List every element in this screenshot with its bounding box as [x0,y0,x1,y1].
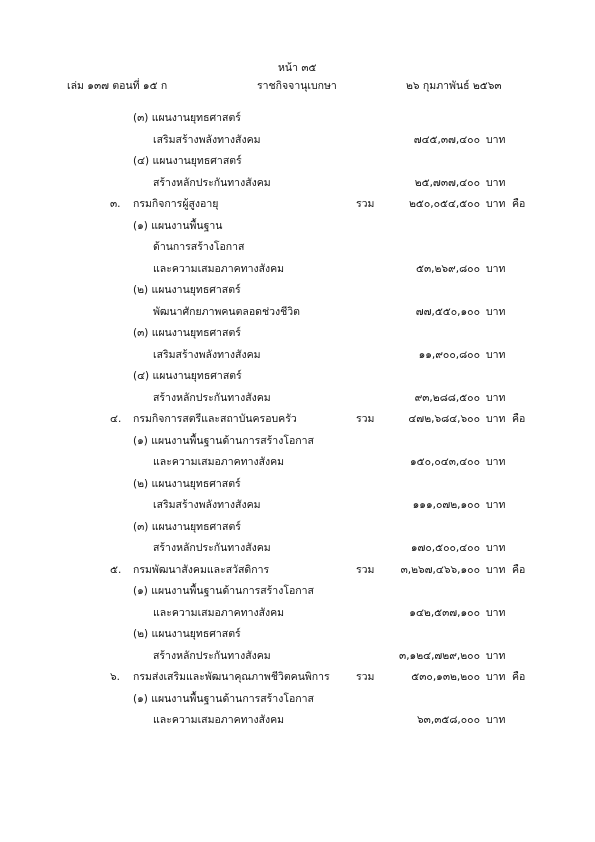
plan-amount-row [0,646,595,666]
department-row [0,667,595,687]
currency-unit: บาท [486,606,506,619]
currency-unit: บาท [486,413,506,425]
plan-amount-row [0,538,595,558]
currency-unit: บาท [486,391,506,404]
plan-amount-row [0,173,595,193]
plan-heading-row [0,216,595,236]
plan-heading-row [0,108,595,128]
amount: ๑๕๐,๐๔๓,๔๐๐ [410,456,480,468]
plan-text: สร้างหลักประกันทางสังคม [153,649,271,662]
plan-text: และความเสมอภาคทางสังคม [153,606,285,619]
currency-unit: บาท [486,671,506,683]
plan-heading: (๔) แผนงานยุทธศาสตร์ [133,370,242,382]
amount: ๓,๒๖๗,๔๖๖,๑๐๐ [400,563,480,576]
currency-unit: บาท [486,176,506,189]
currency-unit: บาท [486,198,506,210]
amount: ๒๕๐,๐๕๔,๕๐๐ [408,198,480,210]
plan-text: ด้านการสร้างโอกาส [153,241,245,253]
department-name: กรมพัฒนาสังคมและสวัสดิการ [133,563,270,576]
plan-heading: (๒) แผนงานยุทธศาสตร์ [133,284,241,296]
currency-unit: บาท [486,456,506,468]
plan-heading-row [0,689,595,709]
total-label: รวม [356,413,375,425]
volume-info: เล่ม ๑๓๗ ตอนที่ ๑๕ ก [67,80,168,92]
amount: ๙๓,๒๘๘,๕๐๐ [414,391,480,404]
plan-amount-row [0,388,595,408]
plan-heading: (๑) แผนงานพื้นฐาน [133,219,223,232]
plan-text: เสริมสร้างพลังทางสังคม [153,348,261,361]
plan-amount-row [0,259,595,279]
suffix-label: คือ [512,198,526,210]
department-name: กรมกิจการผู้สูงอายุ [133,198,219,210]
amount: ๑๔๒,๕๓๗,๑๐๐ [409,606,480,619]
suffix-label: คือ [512,413,526,425]
plan-text: พัฒนาศักยภาพคนตลอดช่วงชีวิต [153,305,300,318]
plan-heading: (๔) แผนงานยุทธศาสตร์ [133,155,242,167]
department-number: ๔. [110,413,122,425]
department-number: ๖. [110,671,121,683]
currency-unit: บาท [486,305,506,318]
plan-heading-row [0,280,595,300]
department-name: กรมกิจการสตรีและสถาบันครอบครัว [133,413,297,425]
plan-amount-row [0,710,595,730]
plan-heading-row [0,581,595,601]
plan-heading-row [0,624,595,644]
total-label: รวม [356,563,375,576]
plan-amount-row [0,345,595,365]
plan-text: สร้างหลักประกันทางสังคม [153,542,271,554]
plan-amount-row [0,130,595,150]
currency-unit: บาท [486,499,506,511]
suffix-label: คือ [512,563,526,576]
publication-name: ราชกิจจานุเบกษา [257,80,337,92]
amount: ๔๗๒,๖๘๔,๖๐๐ [408,413,480,425]
plan-heading: (๒) แผนงานยุทธศาสตร์ [133,628,241,640]
plan-heading-row [0,366,595,386]
plan-text: และความเสมอภาคทางสังคม [153,456,285,468]
plan-heading: (๑) แผนงานพื้นฐานด้านการสร้างโอกาส [133,585,314,597]
currency-unit: บาท [486,714,506,726]
plan-heading: (๑) แผนงานพื้นฐานด้านการสร้างโอกาส [133,434,314,447]
amount: ๑๑๑,๐๗๒,๑๐๐ [412,499,480,511]
currency-unit: บาท [486,563,506,576]
plan-heading-row [0,431,595,451]
currency-unit: บาท [486,542,506,554]
department-name: กรมส่งเสริมและพัฒนาคุณภาพชีวิตคนพิการ [133,671,330,683]
page-number: หน้า ๓๕ [278,62,317,74]
amount: ๑๑,๙๐๐,๘๐๐ [418,348,480,361]
amount: ๑๗๐,๕๐๐,๔๐๐ [410,542,480,554]
currency-unit: บาท [486,133,506,146]
plan-heading: (๓) แผนงานยุทธศาสตร์ [133,112,241,124]
amount: ๗๗,๕๕๐,๑๐๐ [415,305,480,318]
plan-amount-row [0,495,595,515]
amount: ๕๓๐,๑๓๒,๒๐๐ [411,671,480,683]
plan-text: สร้างหลักประกันทางสังคม [153,391,271,404]
amount: ๗๔๕,๓๗,๔๐๐ [413,133,480,146]
plan-amount-row [0,603,595,623]
plan-continuation-row [0,237,595,257]
suffix-label: คือ [512,671,526,683]
currency-unit: บาท [486,262,506,275]
plan-text: เสริมสร้างพลังทางสังคม [153,133,261,146]
amount: ๕๓,๒๖๙,๘๐๐ [416,262,480,275]
plan-text: เสริมสร้างพลังทางสังคม [153,499,261,511]
plan-amount-row [0,452,595,472]
plan-heading: (๑) แผนงานพื้นฐานด้านการสร้างโอกาส [133,692,314,705]
department-row [0,560,595,580]
currency-unit: บาท [486,649,506,662]
plan-heading: (๓) แผนงานยุทธศาสตร์ [133,327,241,339]
plan-heading-row [0,517,595,537]
total-label: รวม [356,671,375,683]
plan-heading-row [0,323,595,343]
amount: ๓,๑๒๔,๗๒๙,๒๐๐ [399,649,480,662]
currency-unit: บาท [486,348,506,361]
department-number: ๓. [110,198,121,210]
plan-text: สร้างหลักประกันทางสังคม [153,176,271,189]
amount: ๖๓,๓๕๘,๐๐๐ [417,714,480,726]
total-label: รวม [356,198,375,210]
plan-text: และความเสมอภาคทางสังคม [153,714,285,726]
publication-date: ๒๖ กุมภาพันธ์ ๒๕๖๓ [406,80,502,92]
department-number: ๕. [110,563,122,576]
amount: ๒๕,๗๓๗,๔๐๐ [414,176,480,189]
plan-heading: (๒) แผนงานยุทธศาสตร์ [133,477,241,490]
department-row [0,194,595,214]
plan-heading: (๓) แผนงานยุทธศาสตร์ [133,520,241,533]
department-row [0,409,595,429]
plan-text: และความเสมอภาคทางสังคม [153,262,285,275]
plan-heading-row [0,151,595,171]
plan-heading-row [0,474,595,494]
plan-amount-row [0,302,595,322]
